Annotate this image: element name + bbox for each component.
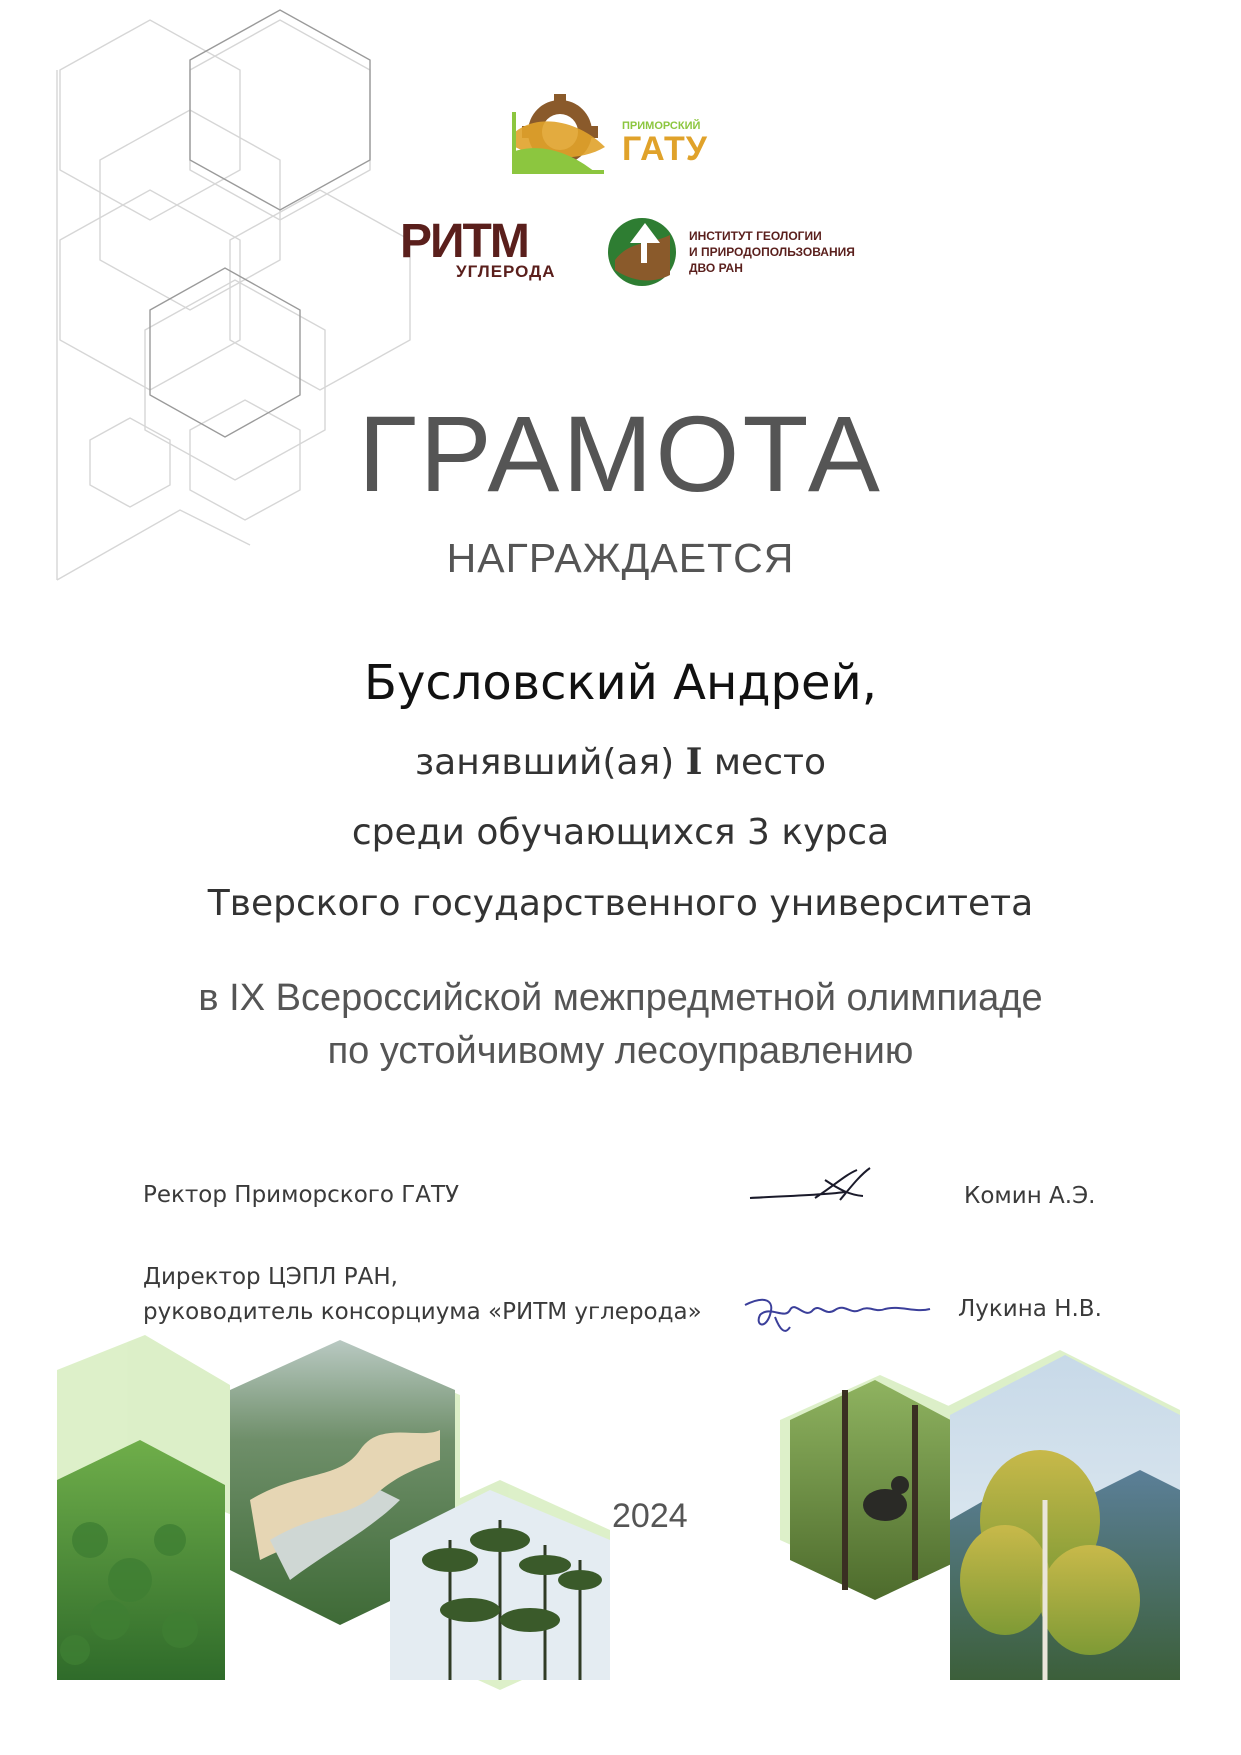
institute-logo-line: И ПРИРОДОПОЛЬЗОВАНИЯ — [689, 245, 855, 260]
event-line: по устойчивому лесоуправлению — [327, 1030, 914, 1073]
institute-logo-line: ИНСТИТУТ ГЕОЛОГИИ — [689, 229, 822, 243]
gatu-logo-big-text: ГАТУ — [622, 130, 708, 168]
signature-position-rector — [143, 1178, 459, 1213]
signer-name-lukina: Лукина Н.В. — [958, 1296, 1102, 1322]
signature-lukina — [735, 1285, 935, 1345]
certificate-year: 2024 — [612, 1497, 688, 1535]
institute-logo-icon — [605, 215, 680, 290]
position-line: Ректор Приморского ГАТУ — [143, 1182, 460, 1208]
gatu-logo-small-text: ПРИМОРСКИЙ — [622, 120, 701, 132]
institute-logo-text — [689, 228, 855, 277]
grouse-photo — [790, 1380, 960, 1600]
place-line-suffix: место — [702, 742, 826, 783]
certificate-subtitle: НАГРАЖДАЕТСЯ — [446, 535, 795, 581]
signature-position-director — [143, 1260, 702, 1329]
position-line: Директор ЦЭПЛ РАН, — [143, 1264, 398, 1290]
signer-name-komin: Комин А.Э. — [964, 1183, 1096, 1209]
course-line: среди обучающихся 3 курса — [351, 812, 890, 853]
signature-komin — [745, 1160, 895, 1210]
place-line — [0, 741, 1241, 783]
university-line: Тверского государственного университета — [207, 883, 1034, 924]
event-description — [0, 972, 1241, 1078]
ritm-logo-text: РИТМ — [400, 215, 528, 268]
institute-logo-line: ДВО РАН — [689, 261, 743, 276]
place-number: I — [685, 741, 703, 783]
recipient-name: Бусловский Андрей, — [364, 655, 877, 711]
event-line: в IX Всероссийской межпредметной олимпиаде — [198, 977, 1043, 1019]
certificate-title: ГРАМОТА — [358, 393, 883, 514]
place-line-prefix: занявший(ая) — [415, 742, 686, 783]
position-line: руководитель консорциума «РИТМ углерода» — [143, 1298, 702, 1325]
ritm-logo-subtext: УГЛЕРОДА — [456, 262, 556, 281]
